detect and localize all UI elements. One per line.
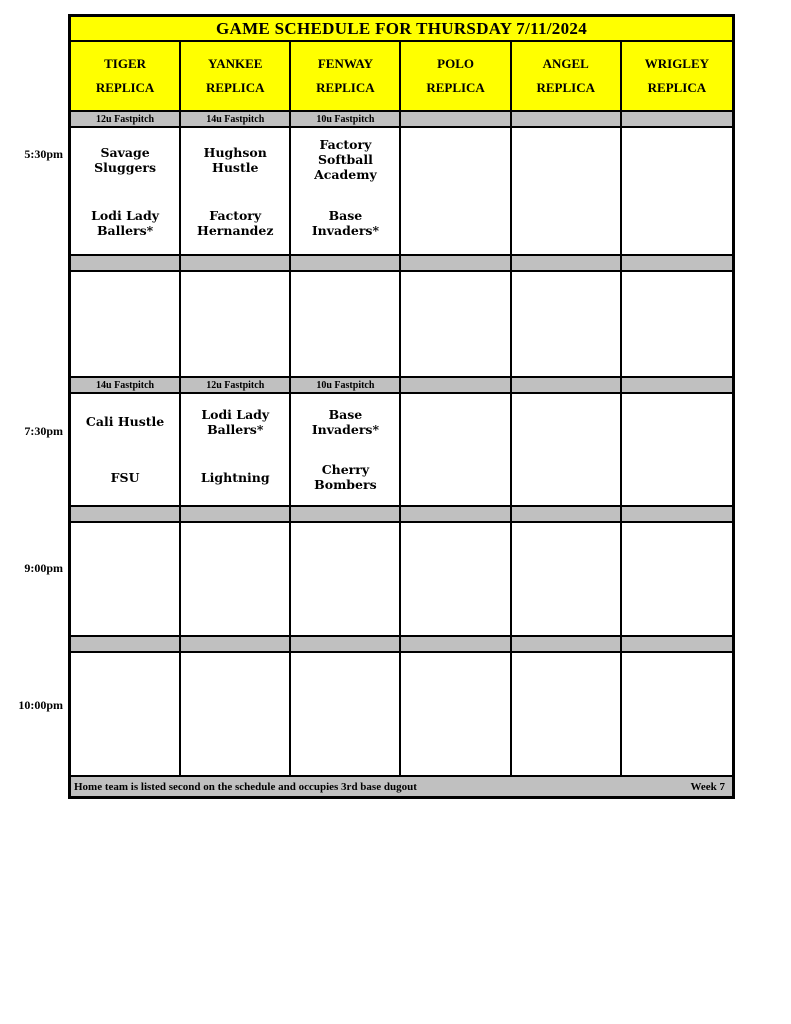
game-cell — [401, 272, 511, 376]
game-cell — [401, 394, 511, 505]
visitor-team-slot — [622, 394, 732, 450]
time-label: 7:30pm — [24, 424, 63, 438]
home-team-slot — [512, 579, 620, 635]
home-team-slot — [71, 324, 179, 376]
field-name-label: TIGER — [104, 56, 147, 72]
visitor-team-slot — [181, 394, 289, 450]
game-cell — [181, 653, 291, 775]
visitor-team-slot — [512, 128, 620, 191]
home-team-slot — [291, 191, 399, 254]
division-label — [181, 507, 291, 521]
visitor-team-slot — [291, 653, 399, 714]
game-cell — [512, 394, 622, 505]
visitor-team-slot — [71, 272, 179, 324]
game-cell — [291, 272, 401, 376]
home-team-slot — [512, 450, 620, 506]
visitor-team-slot — [512, 653, 620, 714]
division-label — [71, 637, 181, 651]
division-label — [291, 256, 401, 270]
game-cell — [622, 653, 732, 775]
field-type-label: REPLICA — [205, 79, 265, 95]
home-team-slot — [71, 579, 179, 635]
field-name-label: YANKEE — [208, 56, 263, 72]
home-team-slot — [291, 324, 399, 376]
visitor-team-slot — [181, 523, 289, 579]
home-team-slot — [512, 324, 620, 376]
game-cell — [512, 128, 622, 254]
division-label — [512, 378, 622, 392]
division-label: 10u Fastpitch — [291, 378, 401, 392]
division-label: 12u Fastpitch — [181, 378, 291, 392]
field-type-label: REPLICA — [647, 79, 707, 95]
visitor-team-slot — [512, 272, 620, 324]
game-cell — [512, 653, 622, 775]
visitor-team-slot — [401, 272, 509, 324]
division-label — [71, 507, 181, 521]
footer-row — [71, 777, 732, 796]
visitor-team-slot — [622, 128, 732, 191]
home-team-slot — [512, 714, 620, 775]
game-cell — [181, 272, 291, 376]
home-team-slot — [181, 714, 289, 775]
visitor-team-slot — [181, 272, 289, 324]
game-cell — [622, 394, 732, 505]
visitor-team-slot — [622, 272, 732, 324]
time-label: 10:00pm — [18, 698, 63, 712]
visitor-team-slot — [512, 394, 620, 450]
visitor-team-slot — [71, 394, 179, 450]
game-cell — [71, 272, 181, 376]
game-cell — [181, 523, 291, 635]
division-label — [512, 507, 622, 521]
game-cell — [291, 523, 401, 635]
field-type-label: REPLICA — [426, 79, 485, 95]
visitor-team-slot — [181, 653, 289, 714]
home-team-slot — [71, 450, 179, 506]
game-cell — [71, 653, 181, 775]
field-header-cell — [622, 42, 732, 110]
division-label — [401, 507, 511, 521]
division-label — [291, 637, 401, 651]
field-header-cell — [291, 42, 401, 110]
time-gutter — [0, 0, 68, 1024]
field-header-cell — [512, 42, 622, 110]
field-header-cell — [401, 42, 511, 110]
game-cell — [181, 128, 291, 254]
game-cell — [622, 128, 732, 254]
visitor-team-slot — [71, 653, 179, 714]
division-label: 14u Fastpitch — [181, 112, 291, 126]
game-cell — [512, 523, 622, 635]
division-label — [512, 637, 622, 651]
field-name-label: WRIGLEY — [644, 56, 710, 72]
time-label: 5:30pm — [24, 147, 63, 161]
week-label: Week 7 — [690, 780, 725, 793]
game-cell — [291, 128, 401, 254]
home-team-name: Cherry Bombers — [314, 462, 377, 493]
field-type-label: REPLICA — [95, 79, 155, 95]
division-label — [181, 256, 291, 270]
division-strip-row — [71, 507, 732, 523]
game-row — [71, 272, 732, 378]
division-label — [401, 637, 511, 651]
field-name-label: FENWAY — [317, 56, 373, 72]
home-team-slot — [401, 714, 509, 775]
visitor-team-slot — [291, 128, 399, 191]
home-team-name: Factory Hernandez — [197, 207, 274, 238]
home-team-name: Lightning — [200, 469, 270, 485]
division-label — [622, 256, 732, 270]
game-cell — [401, 523, 511, 635]
game-cell — [401, 653, 511, 775]
visitor-team-slot — [181, 128, 289, 191]
home-team-name: FSU — [110, 469, 140, 485]
home-team-slot — [622, 324, 732, 376]
field-name-label: POLO — [437, 56, 474, 72]
field-type-label: REPLICA — [536, 79, 595, 95]
field-name-label: ANGEL — [542, 56, 589, 72]
division-label — [512, 112, 622, 126]
division-label — [291, 507, 401, 521]
division-label: 14u Fastpitch — [71, 378, 181, 392]
visitor-team-name: Hughson Hustle — [203, 144, 267, 175]
field-type-label: REPLICA — [316, 79, 375, 95]
home-team-slot — [622, 450, 732, 506]
visitor-team-slot — [401, 523, 509, 579]
schedule-table — [68, 14, 735, 799]
home-team-slot — [181, 579, 289, 635]
division-label — [622, 507, 732, 521]
division-label: 10u Fastpitch — [291, 112, 401, 126]
home-team-slot — [401, 324, 509, 376]
division-label — [401, 256, 511, 270]
home-team-slot — [71, 191, 179, 254]
visitor-team-name: Savage Sluggers — [94, 144, 157, 175]
game-row — [71, 128, 732, 256]
game-row — [71, 394, 732, 507]
visitor-team-name: Cali Hustle — [85, 414, 165, 430]
home-team-slot — [401, 579, 509, 635]
division-strip-row — [71, 637, 732, 653]
visitor-team-name: Factory Softball Academy — [314, 137, 377, 182]
division-label — [622, 112, 732, 126]
field-header-row — [71, 42, 732, 112]
division-label — [622, 378, 732, 392]
division-label — [181, 637, 291, 651]
home-team-slot — [291, 450, 399, 506]
time-label: 9:00pm — [24, 561, 63, 575]
visitor-team-slot — [401, 653, 509, 714]
division-label — [512, 256, 622, 270]
home-team-slot — [622, 191, 732, 254]
game-cell — [512, 272, 622, 376]
home-team-slot — [71, 714, 179, 775]
schedule-body — [71, 112, 732, 777]
visitor-team-slot — [71, 128, 179, 191]
visitor-team-name: Base Invaders* — [311, 406, 379, 437]
visitor-team-slot — [291, 272, 399, 324]
division-strip-row — [71, 256, 732, 272]
visitor-team-slot — [622, 523, 732, 579]
division-label — [401, 112, 511, 126]
game-cell — [71, 523, 181, 635]
game-cell — [71, 394, 181, 505]
visitor-team-slot — [512, 523, 620, 579]
home-team-name: Lodi Lady Ballers* — [91, 207, 159, 238]
division-strip-row — [71, 112, 732, 128]
division-label — [622, 637, 732, 651]
footer-note: Home team is listed second on the schedule and occupies 3rd base dugout — [74, 780, 417, 793]
visitor-team-slot — [71, 523, 179, 579]
field-header-cell — [71, 42, 181, 110]
game-row — [71, 653, 732, 777]
home-team-slot — [622, 579, 732, 635]
home-team-slot — [512, 191, 620, 254]
visitor-team-name: Lodi Lady Ballers* — [201, 406, 270, 437]
home-team-slot — [181, 450, 289, 506]
game-cell — [622, 272, 732, 376]
home-team-slot — [291, 714, 399, 775]
schedule-title: GAME SCHEDULE FOR THURSDAY 7/11/2024 — [71, 17, 732, 42]
division-label — [71, 256, 181, 270]
field-header-cell — [181, 42, 291, 110]
division-strip-row — [71, 378, 732, 394]
visitor-team-slot — [622, 653, 732, 714]
game-cell — [291, 394, 401, 505]
visitor-team-slot — [401, 394, 509, 450]
game-cell — [622, 523, 732, 635]
game-cell — [181, 394, 291, 505]
home-team-slot — [181, 191, 289, 254]
visitor-team-slot — [291, 394, 399, 450]
home-team-slot — [181, 324, 289, 376]
division-label — [401, 378, 511, 392]
game-cell — [291, 653, 401, 775]
division-label: 12u Fastpitch — [71, 112, 181, 126]
home-team-slot — [291, 579, 399, 635]
game-row — [71, 523, 732, 637]
visitor-team-slot — [401, 128, 509, 191]
game-cell — [401, 128, 511, 254]
home-team-slot — [622, 714, 732, 775]
game-cell — [71, 128, 181, 254]
home-team-name: Base Invaders* — [311, 207, 379, 238]
home-team-slot — [401, 450, 509, 506]
visitor-team-slot — [291, 523, 399, 579]
home-team-slot — [401, 191, 509, 254]
